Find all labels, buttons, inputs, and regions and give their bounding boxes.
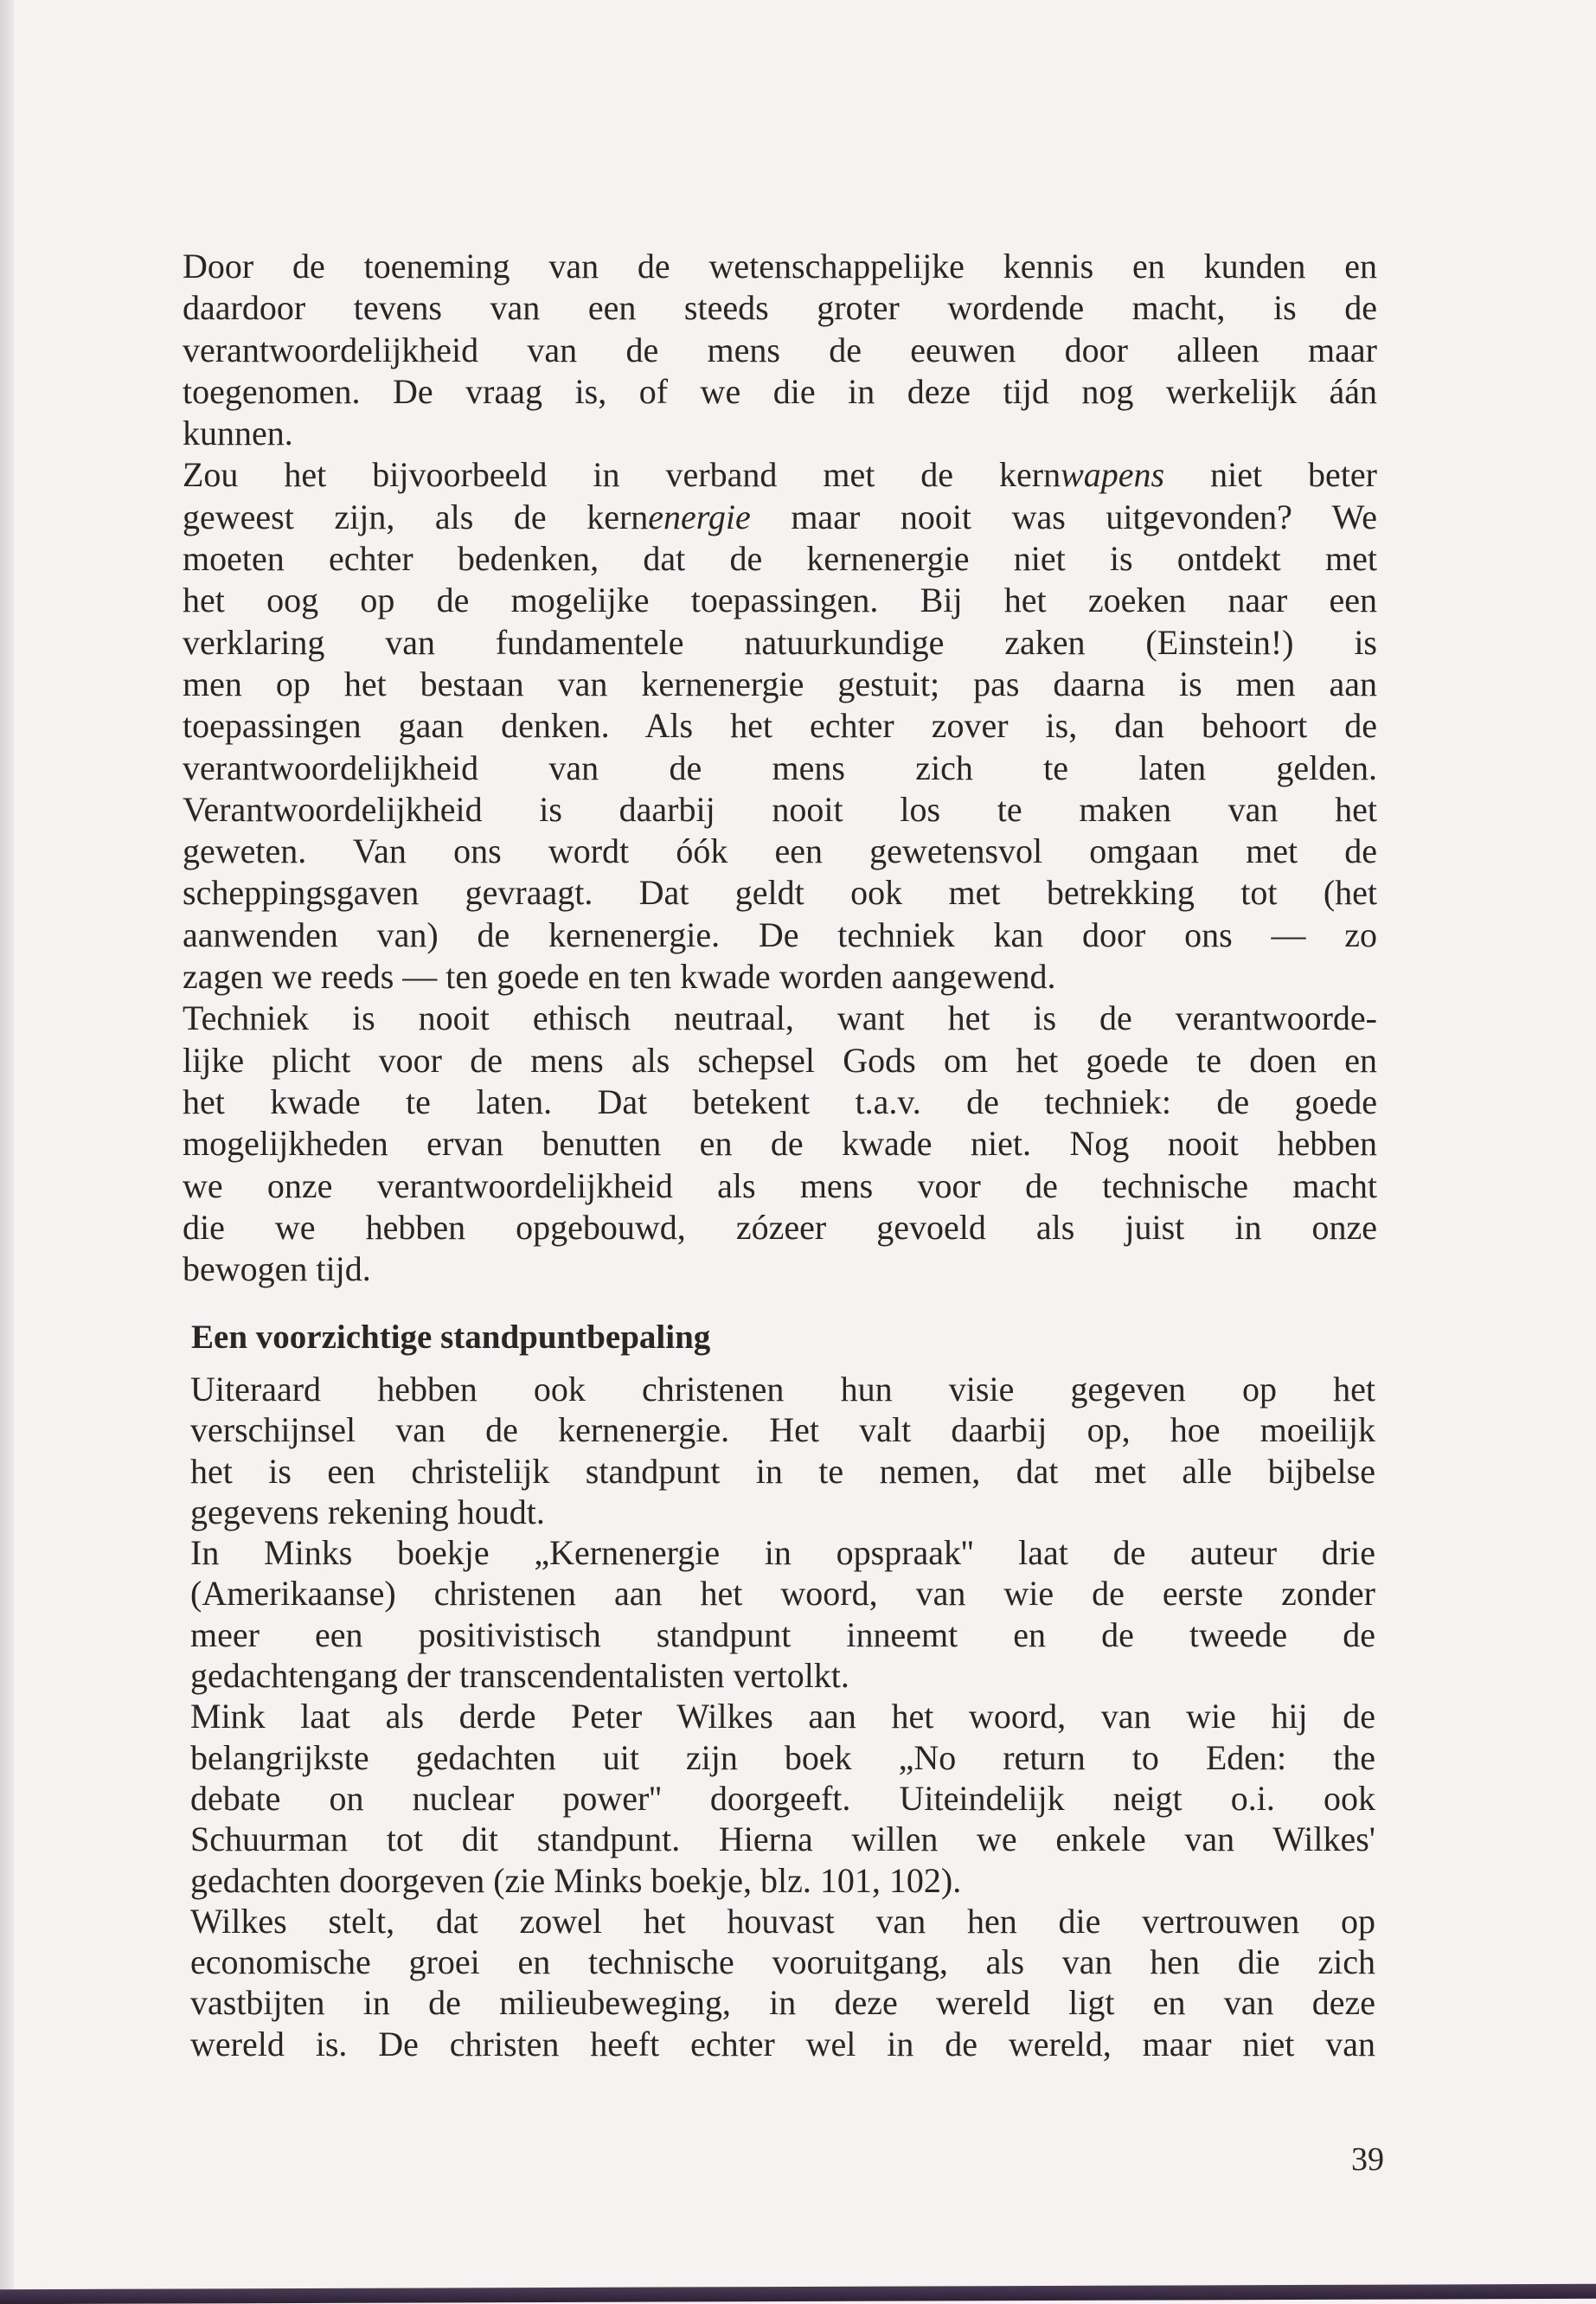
text-line: het oog op de mogelijke toepassingen. Bij het zoeken naar een (183, 581, 1377, 620)
text-line: mogelijkheden ervan benutten en de kwade niet. Nog nooit hebben (183, 1124, 1377, 1164)
text-line: geweten. Van ons wordt óók een gewetensvol omgaan met de (183, 831, 1377, 871)
text-line: Schuurman tot dit standpunt. Hierna willen we enkele van Wilkes' (190, 1819, 1375, 1859)
text-line: verklaring van fundamentele natuurkundige zaken (Einstein!) is (183, 622, 1377, 662)
text-line: Techniek is nooit ethisch neutraal, want het is de verantwoorde- (183, 998, 1377, 1038)
text-line: Verantwoordelijkheid is daarbij nooit los te maken van het (183, 789, 1377, 829)
text-line: zagen we reeds — ten goede en ten kwade worden aangewend. (183, 957, 1056, 997)
text-line: het kwade te laten. Dat betekent t.a.v. de techniek: de goede (183, 1081, 1377, 1121)
text-line: aanwenden van) de kernenergie. De techniek kan door ons — zo (183, 915, 1377, 954)
text-line: Wilkes stelt, dat zowel het houvast van hen die vertrouwen op (190, 1901, 1375, 1941)
text-line: kunnen. (183, 414, 293, 453)
text-line: het is een christelijk standpunt in te nemen, dat met alle bijbelse (190, 1451, 1375, 1491)
text-line: men op het bestaan van kernenergie gestuit; pas daarna is men aan (183, 664, 1377, 703)
text-line: die we hebben opgebouwd, zózeer gevoeld als juist in onze (183, 1207, 1377, 1247)
text-line: daardoor tevens van een steeds groter wordende macht, is de (183, 288, 1377, 328)
body-text-top (183, 246, 1377, 1290)
text-line: verantwoordelijkheid van de mens zich te laten gelden. (183, 748, 1377, 787)
text-line: scheppingsgaven gevraagt. Dat geldt ook met betrekking tot (het (183, 873, 1377, 913)
text-line: gedachtengang der transcendentalisten vertolkt. (190, 1656, 849, 1696)
text-line: geweest zijn, als de kernenergie maar nooit was uitgevonden? We (183, 497, 1377, 536)
text-line: belangrijkste gedachten uit zijn boek „No return to Eden: the (190, 1737, 1375, 1777)
text-line: wereld is. De christen heeft echter wel in de wereld, maar niet van (190, 2024, 1375, 2063)
text-line: bewogen tijd. (183, 1249, 371, 1289)
text-line: toegenomen. De vraag is, of we die in deze tijd nog werkelijk áán (183, 371, 1377, 411)
text-line: verantwoordelijkheid van de mens de eeuwen door alleen maar (183, 330, 1377, 369)
text-line: Door de toeneming van de wetenschappelijke kennis en kunden en (183, 247, 1377, 286)
text-line: Mink laat als derde Peter Wilkes aan het woord, van wie hij de (190, 1697, 1375, 1736)
text-line: lijke plicht voor de mens als schepsel Gods om het goede te doen en (183, 1040, 1377, 1080)
text-line: debate on nuclear power'' doorgeeft. Uiteindelijk neigt o.i. ook (190, 1778, 1375, 1818)
text-line: toepassingen gaan denken. Als het echter zover is, dan behoort de (183, 706, 1377, 746)
text-line: Uiteraard hebben ook christenen hun visie gegeven op het (190, 1370, 1375, 1409)
text-line: vastbijten in de milieubeweging, in deze wereld ligt en van deze (190, 1983, 1375, 2023)
section-heading: Een voorzichtige standpuntbepaling (191, 1319, 711, 1356)
page-number: 39 (1351, 2141, 1384, 2178)
text-line: gegevens rekening houdt. (190, 1492, 545, 1531)
page-edge (0, 0, 14, 2301)
text-line: Zou het bijvoorbeeld in verband met de kernwapens niet beter (183, 455, 1377, 495)
text-line: In Minks boekje „Kernenergie in opspraak'' laat de auteur drie (190, 1533, 1375, 1573)
text-line: meer een positivistisch standpunt inneemt en de tweede de (190, 1614, 1375, 1654)
body-text-bottom (190, 1369, 1375, 2064)
text-line: verschijnsel van de kernenergie. Het valt daarbij op, hoe moeilijk (190, 1410, 1375, 1450)
text-line: economische groei en technische vooruitgang, als van hen die zich (190, 1942, 1375, 1982)
text-line: (Amerikaanse) christenen aan het woord, van wie de eerste zonder (190, 1574, 1375, 1614)
text-line: moeten echter bedenken, dat de kernenergie niet is ontdekt met (183, 539, 1377, 579)
text-line: we onze verantwoordelijkheid als mens voor de technische macht (183, 1165, 1377, 1205)
text-line: gedachten doorgeven (zie Minks boekje, blz. 101, 102). (190, 1860, 962, 1900)
